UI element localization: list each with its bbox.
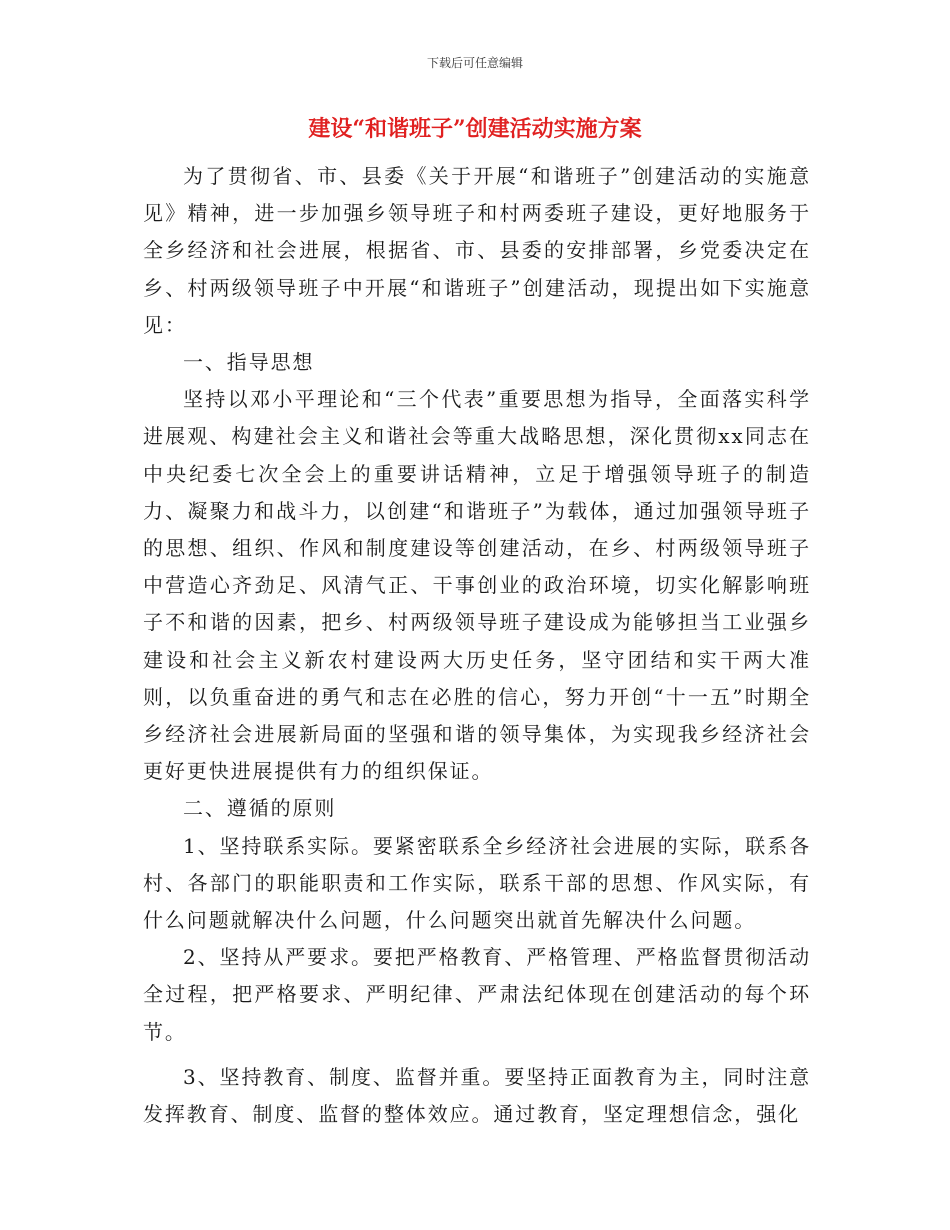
intro-paragraph: 为了贯彻省、市、县委《关于开展“和谐班子”创建活动的实施意见》精神，进一步加强乡领导班子和村两委班子建设，更好地服务于全乡经济和社会进展，根据省、市、县委的安排部署，乡党委决定在乡、村两级领导班子中开展“和谐班子”创建活动，现提出如下实施意见：	[143, 164, 811, 337]
paragraph-gap	[143, 1051, 811, 1059]
document-body	[143, 158, 811, 1133]
guiding-thought-paragraph: 坚持以邓小平理论和“三个代表”重要思想为指导，全面落实科学进展观、构建社会主义和谐社会等重大战略思想，深化贯彻xx同志在中央纪委七次全会上的重要讲话精神，立足于增强领导班子的制造力、凝聚力和战斗力，以创建“和谐班子”为载体，通过加强领导班子的思想、组织、作风和制度建设等创建活动，在乡、村两级领导班子中营造心齐劲足、风清气正、干事创业的政治环境，切实化解影响班子不和谐的因素，把乡、村两级领导班子建设成为能够担当工业强乡建设和社会主义新农村建设两大历史任务，坚守团结和实干两大准则，以负重奋进的勇气和志在必胜的信心，努力开创“十一五”时期全乡经济社会进展新局面的坚强和谐的领导集体，为实现我乡经济社会更好更快进展提供有力的组织保证。	[143, 387, 811, 784]
section-heading-guiding-thought: 一、指导思想	[183, 350, 315, 375]
principle-paragraph-2: 2、坚持从严要求。要把严格教育、严格管理、严格监督贯彻活动全过程，把严格要求、严明纪律、严肃法纪体现在创建活动的每个环节。	[143, 945, 811, 1044]
principle-paragraph-3: 3、坚持教育、制度、监督并重。要坚持正面教育为主，同时注意发挥教育、制度、监督的整体效应。通过教育，坚定理想信念，强化	[143, 1064, 811, 1127]
header-note: 下载后可任意编辑	[426, 56, 523, 70]
principle-paragraph-1: 1、坚持联系实际。要紧密联系全乡经济社会进展的实际，联系各村、各部门的职能职责和工作实际，联系干部的思想、作风实际，有什么问题就解决什么问题，什么问题突出就首先解决什么问题。	[143, 833, 811, 933]
document-title: 建设“和谐班子”创建活动实施方案	[308, 116, 642, 142]
section-heading-principles: 二、遵循的原则	[183, 796, 337, 821]
